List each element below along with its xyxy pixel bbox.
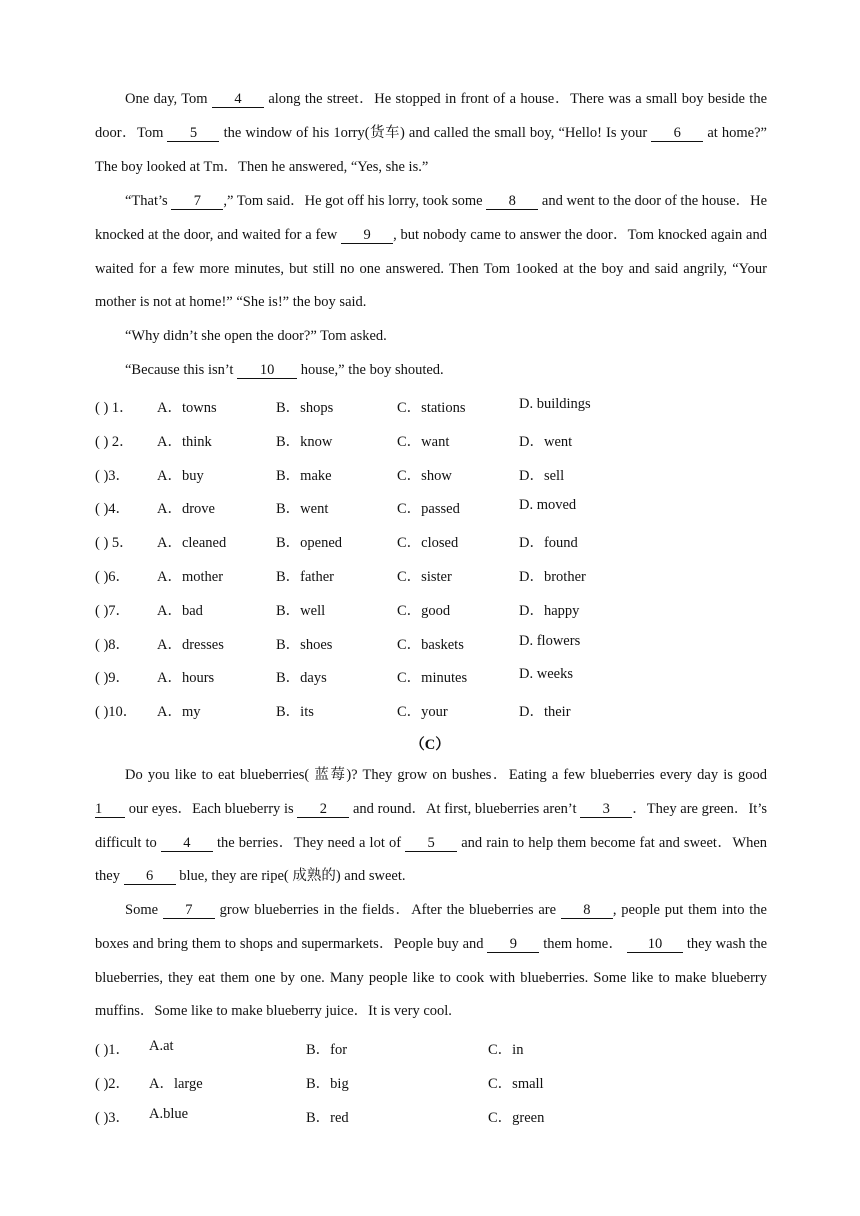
option-c: C．minutes [397, 670, 468, 687]
option-b: B．shops [276, 400, 334, 416]
question-number: ( )1． [95, 1042, 131, 1058]
option-b: B．went [276, 501, 329, 518]
question-number: ( ) 1． [95, 400, 134, 416]
b-question-row [95, 700, 795, 720]
b-question-row [95, 396, 795, 416]
option-a: A．buy [157, 467, 204, 484]
option-b: B．make [276, 467, 332, 484]
blank-c6: 6 [124, 868, 176, 885]
option-b: B．its [276, 704, 314, 721]
option-a: A．cleaned [157, 535, 227, 552]
b-question-row [95, 599, 795, 619]
b-question-row [95, 666, 795, 686]
option-c: C．stations [397, 400, 466, 416]
question-number: ( )9． [95, 670, 131, 687]
option-d: D. flowers [519, 632, 581, 649]
option-c: C．small [488, 1075, 544, 1092]
blank-5: 5 [167, 125, 219, 142]
question-number: ( )8． [95, 636, 131, 653]
b-question-row [95, 497, 795, 517]
option-b: B．opened [276, 535, 343, 552]
option-b: B．father [276, 569, 334, 585]
blank-10: 10 [237, 362, 297, 379]
b-question-row [95, 430, 795, 450]
question-number: ( )10． [95, 704, 138, 721]
b-question-row [95, 531, 795, 551]
passage-b-paragraph-3: “Why didn’t she open the door?” Tom asked. [125, 328, 387, 344]
option-c: C．passed [397, 501, 460, 518]
blank-c9: 9 [487, 936, 539, 953]
question-number: ( ) 2． [95, 433, 134, 450]
option-d: D. moved [519, 497, 577, 514]
question-number: ( )3． [95, 1109, 131, 1126]
blank-c5: 5 [405, 835, 457, 852]
option-b: B．know [276, 433, 333, 450]
option-b: B．for [306, 1042, 348, 1058]
option-a: A．towns [157, 400, 217, 416]
b-question-row [95, 565, 795, 585]
option-a: A．drove [157, 501, 215, 518]
blank-c1: 1 [95, 801, 125, 818]
blank-7: 7 [171, 193, 223, 210]
option-c: C．green [488, 1109, 545, 1126]
option-a: A.at [149, 1038, 174, 1054]
option-d: D．went [519, 433, 573, 450]
option-c: C．in [488, 1042, 524, 1058]
question-number: ( ) 5． [95, 535, 134, 552]
blank-c10: 10 [627, 936, 683, 953]
option-a: A．mother [157, 569, 224, 585]
question-number: ( )2． [95, 1075, 131, 1092]
option-d: D．brother [519, 569, 586, 585]
option-d: D．sell [519, 467, 565, 484]
blank-c7: 7 [163, 902, 215, 919]
blank-8: 8 [486, 193, 538, 210]
option-c: C．your [397, 704, 448, 721]
option-a: A．think [157, 433, 212, 450]
blank-6: 6 [651, 125, 703, 142]
b-question-row [95, 464, 795, 484]
option-d: D．happy [519, 602, 580, 619]
passage-b-paragraph-4: “Because this isn’t 10 house,” the boy shouted. [125, 362, 444, 378]
option-d: D. weeks [519, 666, 573, 683]
blank-c3: 3 [580, 801, 632, 818]
question-number: ( )6． [95, 569, 131, 585]
option-c: C．baskets [397, 636, 464, 653]
passage-b-paragraph-1: One day, Tom 4 along the street．He stopped in front of a house．There was a small boy beside the door．Tom 5 the window of his 1orry(货车) and called the small boy, “Hello! Is your 6 at home?” The boy looked at Tm．Then he answered, “Yes, she is.” [95, 91, 768, 175]
option-a: A．dresses [157, 636, 224, 653]
question-number: ( )3． [95, 467, 131, 484]
question-number: ( )7． [95, 602, 131, 619]
passage-b-paragraph-2: “That’s 7 ,” Tom said．He got off his lorry, took some 8 and went to the door of the house．He knocked at the door, and waited for a few 9 , but nobody came to answer the door．Tom knocked again and waited for a few more minutes, but still no one answered. Then Tom 1ooked at the boy and said angrily, “Your mother is not at home!” “She is!” the boy said. [95, 193, 768, 311]
option-b: B．shoes [276, 636, 333, 653]
option-a: A．hours [157, 670, 215, 687]
option-b: B．days [276, 670, 327, 687]
option-a: A．my [157, 704, 201, 721]
option-c: C．closed [397, 535, 459, 552]
option-c: C．show [397, 467, 452, 484]
option-d: D. buildings [519, 396, 591, 412]
c-question-row [95, 1106, 795, 1126]
passage-c-paragraph-1: Do you like to eat blueberries( 蓝莓)? They grow on bushes．Eating a few blueberries every day is good 1 our eyes．Each blueberry is 2 and round．At first, blueberries aren’t 3 ．They are green．It’s difficult to 4 the berries．They need a lot of 5 and rain to help them become fat and sweet．When they 6 blue, they are ripe( 成熟的) and sweet. [95, 767, 767, 885]
option-c: C．good [397, 602, 451, 619]
blank-c8: 8 [561, 902, 613, 919]
section-c-heading: （C） [410, 737, 450, 753]
option-b: B．well [276, 602, 326, 619]
blank-c2: 2 [297, 801, 349, 818]
option-d: D．their [519, 704, 571, 721]
b-question-row [95, 633, 795, 653]
option-a: A．bad [157, 602, 203, 619]
blank-c4: 4 [161, 835, 213, 852]
option-b: B．big [306, 1075, 349, 1092]
option-a: A．large [149, 1075, 203, 1092]
blank-9: 9 [341, 227, 393, 244]
option-c: C．sister [397, 569, 452, 585]
passage-c-paragraph-2: Some 7 grow blueberries in the fields．After the blueberries are 8 , people put them into the boxes and bring them to shops and supermarkets．People buy and 9 them home． 10 they wash the blueberries, they eat them one by one. Many people like to cook with blueberries. Some like to make blueberry muffins．Some like to make blueberry juice．It is very cool. [95, 902, 768, 1020]
c-question-row [95, 1072, 795, 1092]
c-question-row [95, 1038, 795, 1058]
option-d: D．found [519, 535, 578, 552]
option-c: C．want [397, 433, 450, 450]
question-number: ( )4． [95, 501, 131, 518]
option-b: B．red [306, 1109, 349, 1126]
option-a: A.blue [149, 1105, 189, 1122]
blank-4: 4 [212, 91, 264, 108]
